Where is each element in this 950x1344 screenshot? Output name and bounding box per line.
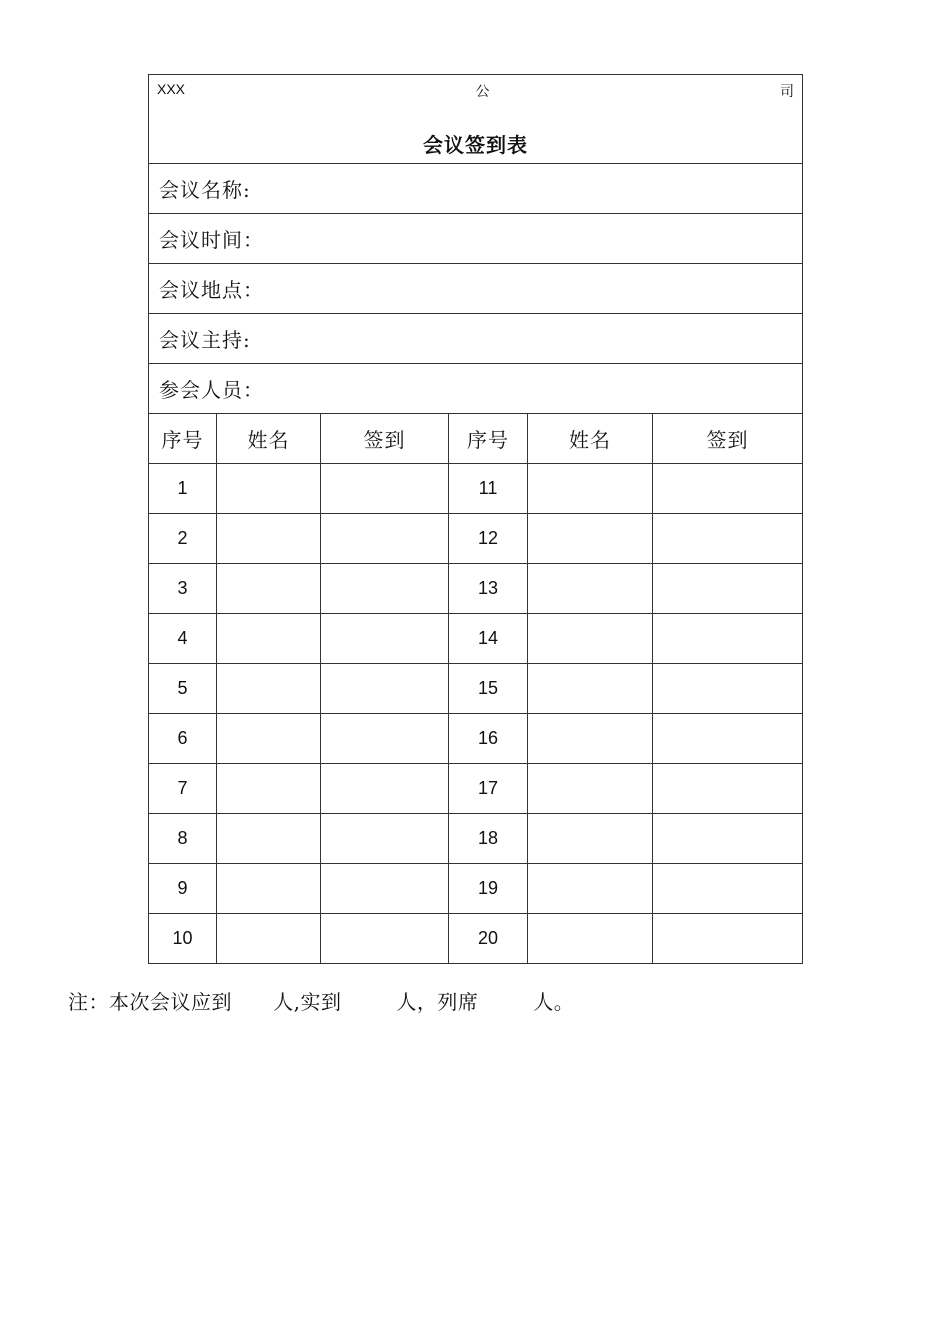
signature-cell[interactable] — [653, 914, 803, 964]
row-number: 8 — [149, 814, 217, 864]
signature-cell[interactable] — [653, 714, 803, 764]
header-row — [149, 75, 803, 164]
name-cell[interactable] — [217, 914, 321, 964]
column-header-name: 姓名 — [217, 414, 321, 464]
column-header-row — [149, 414, 803, 464]
table-row — [149, 664, 803, 714]
row-number: 13 — [449, 564, 528, 614]
column-header-signature: 签到 — [321, 414, 449, 464]
row-number: 15 — [449, 664, 528, 714]
column-header-number: 序号 — [149, 414, 217, 464]
name-cell[interactable] — [217, 814, 321, 864]
table-row — [149, 864, 803, 914]
row-number: 17 — [449, 764, 528, 814]
signature-cell[interactable] — [321, 614, 449, 664]
info-row-meeting-name — [149, 164, 803, 214]
signature-cell[interactable] — [321, 464, 449, 514]
attendees-field[interactable]: 参会人员： — [149, 364, 803, 414]
name-cell[interactable] — [217, 614, 321, 664]
table-row — [149, 714, 803, 764]
meeting-name-field[interactable]: 会议名称: — [149, 164, 803, 214]
signature-cell[interactable] — [321, 764, 449, 814]
company-name-mid: 公 — [475, 83, 490, 99]
company-name-left: XXX — [157, 81, 186, 97]
company-name — [157, 81, 794, 101]
meeting-location-field[interactable]: 会议地点： — [149, 264, 803, 314]
signature-cell[interactable] — [653, 864, 803, 914]
row-number: 11 — [449, 464, 528, 514]
signature-cell[interactable] — [653, 464, 803, 514]
header-cell — [149, 75, 803, 164]
signature-cell[interactable] — [653, 614, 803, 664]
name-cell[interactable] — [528, 814, 653, 864]
table-row — [149, 814, 803, 864]
row-number: 14 — [449, 614, 528, 664]
signature-cell[interactable] — [653, 814, 803, 864]
column-header-signature: 签到 — [653, 414, 803, 464]
company-name-right: 司 — [780, 83, 795, 99]
signature-cell[interactable] — [321, 664, 449, 714]
row-number: 18 — [449, 814, 528, 864]
name-cell[interactable] — [528, 664, 653, 714]
row-number: 6 — [149, 714, 217, 764]
name-cell[interactable] — [217, 664, 321, 714]
signature-cell[interactable] — [321, 814, 449, 864]
name-cell[interactable] — [528, 764, 653, 814]
name-cell[interactable] — [217, 464, 321, 514]
name-cell[interactable] — [528, 514, 653, 564]
info-row-meeting-location — [149, 264, 803, 314]
table-row — [149, 614, 803, 664]
signature-cell[interactable] — [653, 764, 803, 814]
name-cell[interactable] — [528, 714, 653, 764]
table-row — [149, 914, 803, 964]
info-row-attendees — [149, 364, 803, 414]
column-header-number: 序号 — [449, 414, 528, 464]
name-cell[interactable] — [217, 714, 321, 764]
table-row — [149, 514, 803, 564]
table-row — [149, 564, 803, 614]
row-number: 10 — [149, 914, 217, 964]
meeting-host-field[interactable]: 会议主持: — [149, 314, 803, 364]
name-cell[interactable] — [528, 614, 653, 664]
name-cell[interactable] — [217, 514, 321, 564]
row-number: 20 — [449, 914, 528, 964]
row-number: 2 — [149, 514, 217, 564]
signature-cell[interactable] — [653, 514, 803, 564]
table-row — [149, 764, 803, 814]
row-number: 4 — [149, 614, 217, 664]
signature-cell[interactable] — [321, 864, 449, 914]
info-row-meeting-host — [149, 314, 803, 364]
table-row — [149, 464, 803, 514]
row-number: 19 — [449, 864, 528, 914]
row-number: 12 — [449, 514, 528, 564]
attendance-footnote: 注：本次会议应到 人,实到 人，列席 人。 — [68, 990, 575, 1014]
signature-cell[interactable] — [653, 664, 803, 714]
signature-cell[interactable] — [653, 564, 803, 614]
row-number: 5 — [149, 664, 217, 714]
signature-cell[interactable] — [321, 714, 449, 764]
signature-cell[interactable] — [321, 564, 449, 614]
name-cell[interactable] — [528, 914, 653, 964]
column-header-name: 姓名 — [528, 414, 653, 464]
sign-in-sheet — [148, 74, 803, 964]
row-number: 9 — [149, 864, 217, 914]
name-cell[interactable] — [217, 864, 321, 914]
name-cell[interactable] — [528, 864, 653, 914]
name-cell[interactable] — [528, 464, 653, 514]
row-number: 16 — [449, 714, 528, 764]
row-number: 7 — [149, 764, 217, 814]
name-cell[interactable] — [217, 764, 321, 814]
name-cell[interactable] — [217, 564, 321, 614]
sheet-title: 会议签到表 — [423, 133, 529, 157]
row-number: 1 — [149, 464, 217, 514]
signature-cell[interactable] — [321, 514, 449, 564]
row-number: 3 — [149, 564, 217, 614]
meeting-time-field[interactable]: 会议时间： — [149, 214, 803, 264]
name-cell[interactable] — [528, 564, 653, 614]
info-row-meeting-time — [149, 214, 803, 264]
signature-cell[interactable] — [321, 914, 449, 964]
